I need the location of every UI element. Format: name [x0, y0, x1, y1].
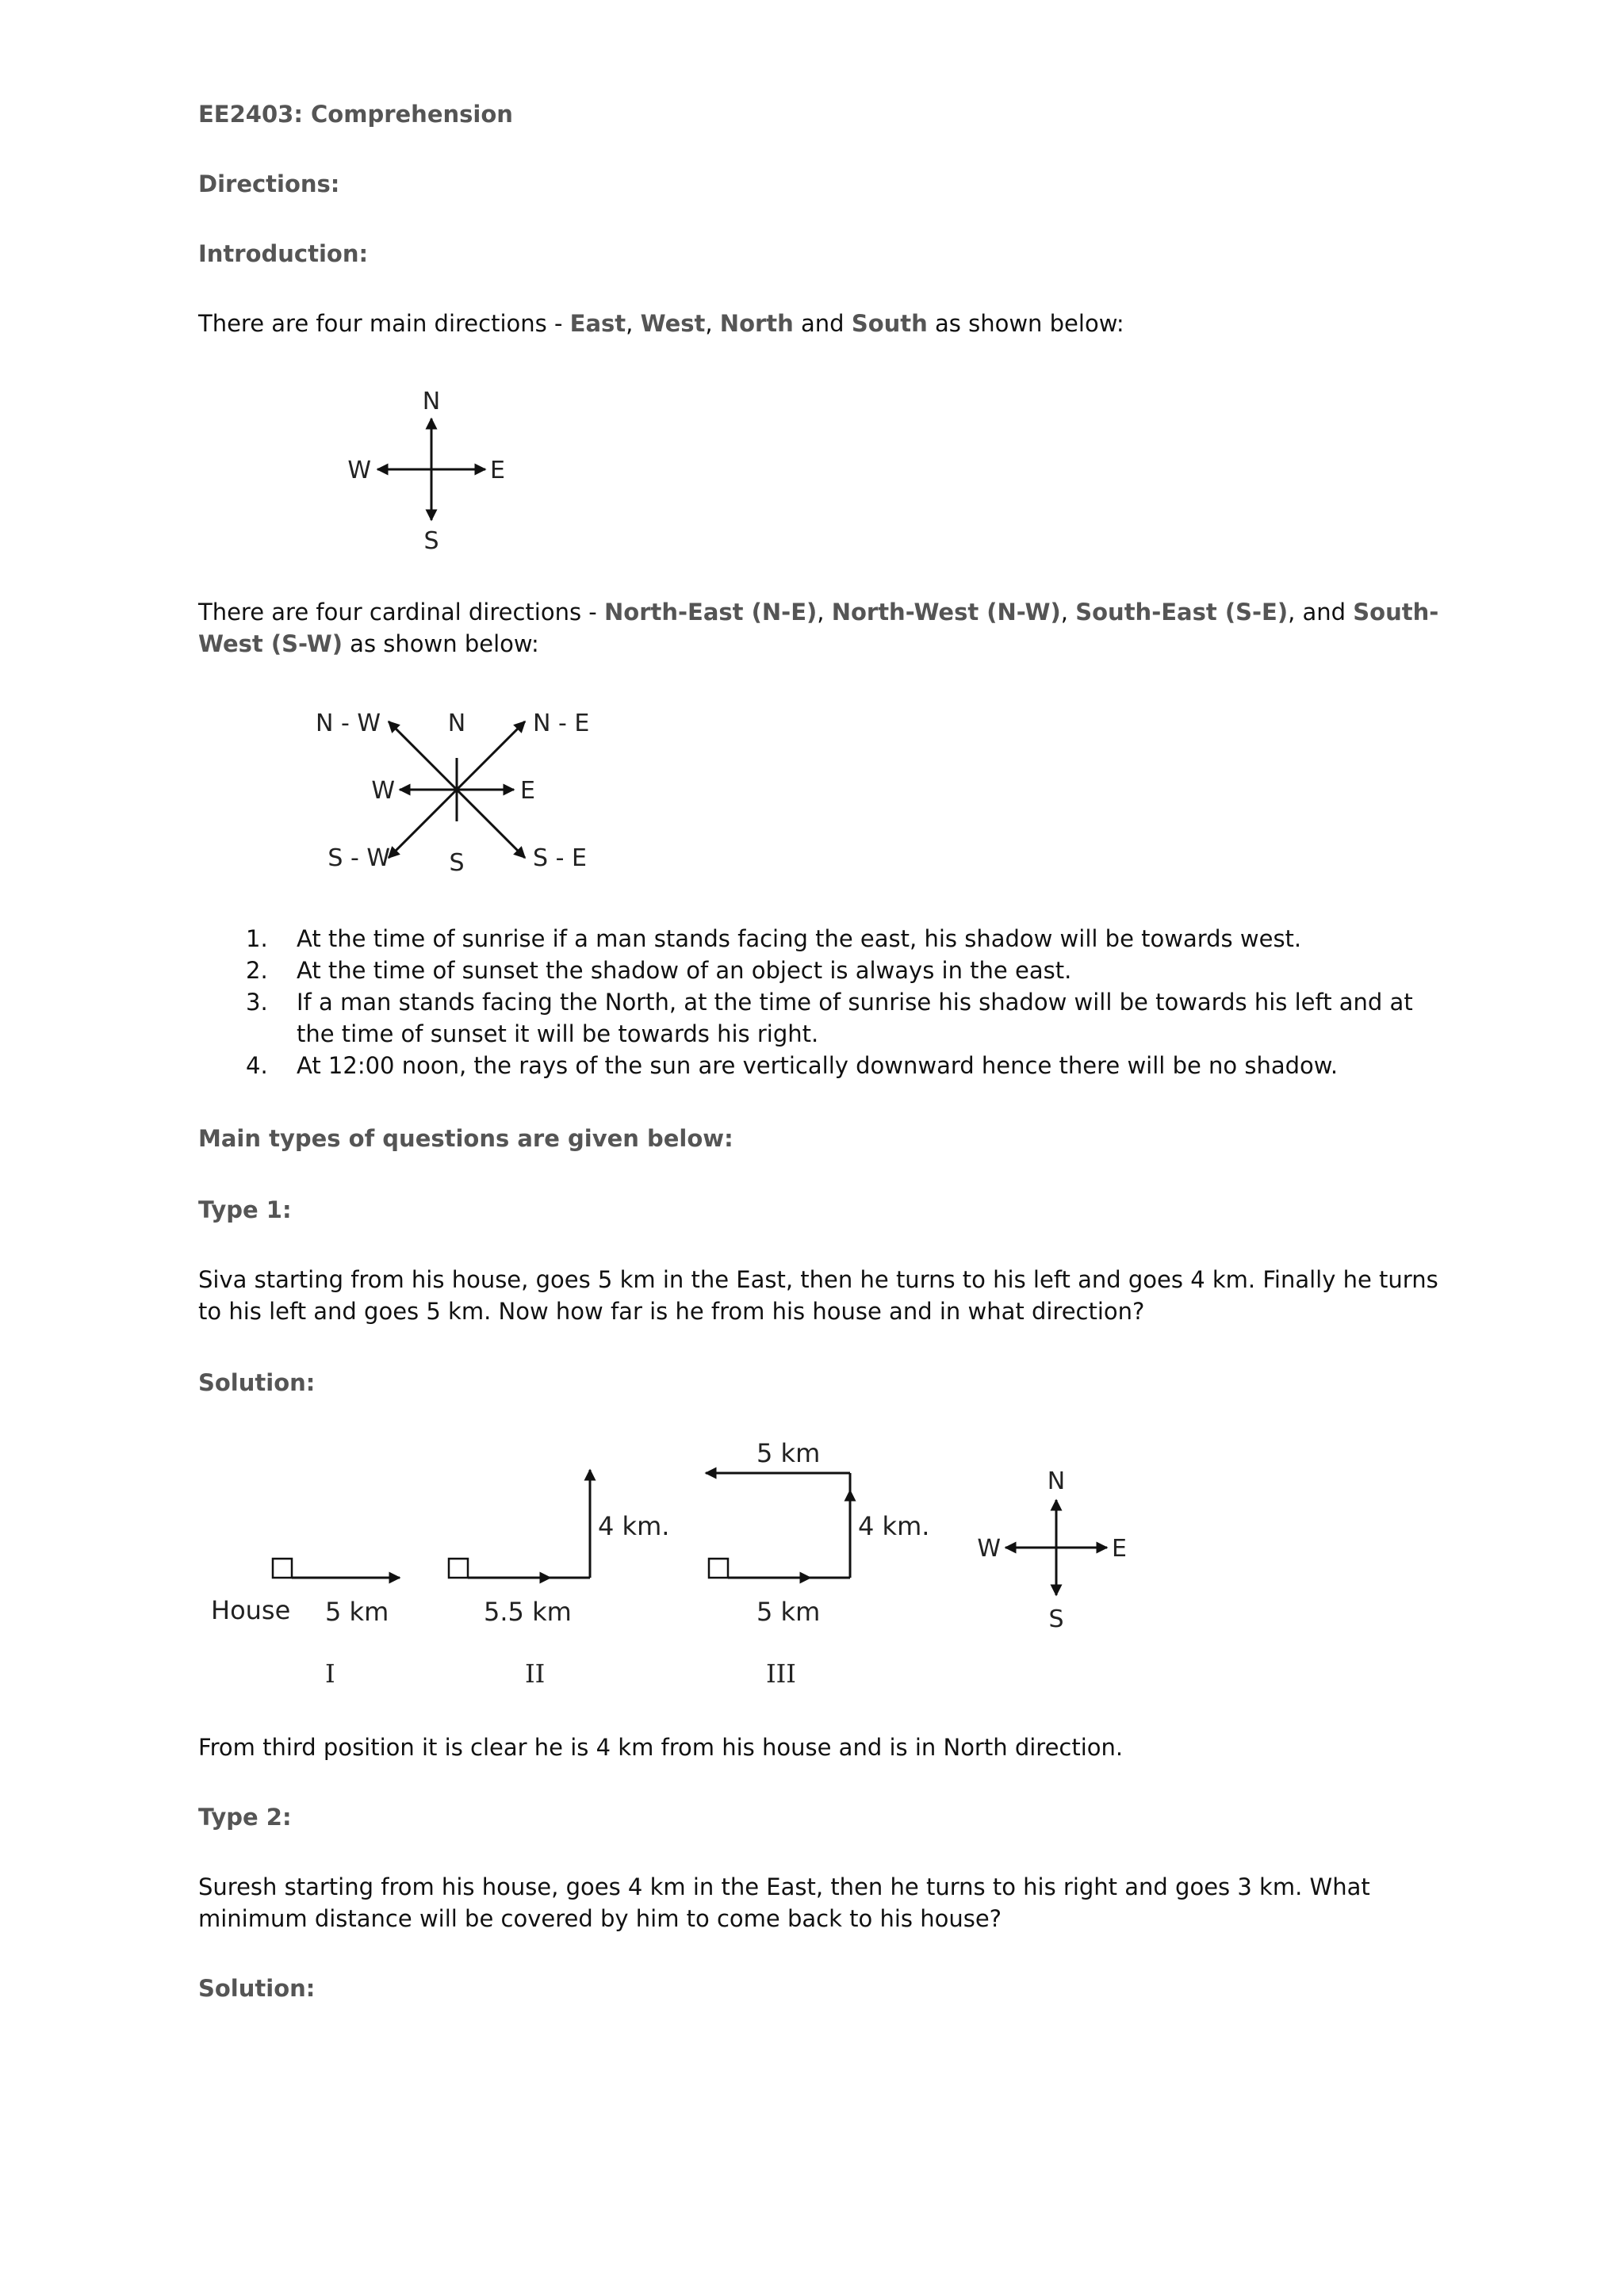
introduction-heading: Introduction:: [198, 240, 369, 267]
compass2-se-label: S - E: [533, 844, 587, 872]
fig-compass-n-label: N: [1047, 1468, 1066, 1495]
fig-compass-w-label: W: [977, 1535, 1001, 1563]
directions-heading: Directions:: [198, 170, 340, 197]
fig-i-distance: 5 km: [325, 1597, 389, 1627]
fig-ii-north-distance: 4 km.: [598, 1511, 670, 1541]
compass2-e-label: E: [520, 777, 535, 805]
main-types-heading: Main types of questions are given below:: [198, 1125, 733, 1152]
type1-conclusion: From third position it is clear he is 4 km from his house and is in North direction.: [198, 1734, 1124, 1761]
list-item: 4. At 12:00 noon, the rays of the sun are vertically downward hence there will be no shadow.: [246, 1052, 1339, 1079]
list-item: 1. At the time of sunrise if a man stands facing the east, his shadow will be towards west.: [246, 925, 1302, 952]
type2-heading: Type 2:: [198, 1804, 292, 1831]
type2-solution-heading: Solution:: [198, 1975, 316, 2002]
fig-iii-label: III: [766, 1659, 796, 1689]
compass-s-label: S: [423, 527, 439, 555]
doc-title: EE2403: Comprehension: [198, 101, 513, 128]
house-label: House: [211, 1595, 291, 1625]
house-icon: [273, 1559, 292, 1578]
fig-iii-north-distance: 4 km.: [858, 1511, 930, 1541]
fig-ii-label: II: [525, 1659, 546, 1689]
fig-compass-s-label: S: [1048, 1605, 1064, 1633]
fig-i-label: I: [325, 1659, 335, 1689]
fig-ii-distance: 5.5 km: [484, 1597, 572, 1627]
intro-paragraph-1: There are four main directions - East, West, North and South as shown below:: [198, 310, 1124, 337]
list-item: 3. If a man stands facing the North, at the time of sunrise his shadow will be towards his left and at the time of sunset it will be towards his right.: [246, 989, 1413, 1047]
type1-solution-heading: Solution:: [198, 1369, 316, 1396]
type1-solution-figure: [198, 1427, 1189, 1697]
compass2-nw-label: N - W: [315, 710, 381, 737]
compass2-s-label: S: [449, 849, 465, 877]
compass-w-label: W: [347, 457, 371, 484]
fig-iii-top-distance: 5 km: [756, 1438, 821, 1468]
type1-question: Siva starting from his house, goes 5 km in the East, then he turns to his left and goes 4 km. Finally he turns to his left and goes 5 km. Now how far is he from his house and in what direction?: [198, 1266, 1438, 1325]
shadow-rules-list: [198, 923, 1451, 1081]
compass-diagram-cardinal: [301, 698, 619, 880]
intro-paragraph-2: There are four cardinal directions - North-East (N-E), North-West (N-W), South-East (S-E), and South-West (S-W) as shown below:: [198, 599, 1439, 657]
compass2-sw-label: S - W: [327, 844, 390, 872]
compass2-n-label: N: [447, 710, 466, 737]
house-icon: [449, 1559, 468, 1578]
compass-diagram-main: [341, 381, 523, 563]
compass-n-label: N: [422, 388, 441, 415]
house-icon: [709, 1559, 728, 1578]
compass2-ne-label: N - E: [533, 710, 590, 737]
compass-e-label: E: [490, 457, 505, 484]
type2-question: Suresh starting from his house, goes 4 km in the East, then he turns to his right and goes 3 km. What minimum distance will be covered by him to come back to his house?: [198, 1873, 1370, 1932]
type1-heading: Type 1:: [198, 1196, 292, 1223]
fig-compass-e-label: E: [1112, 1535, 1127, 1563]
fig-iii-bottom-distance: 5 km: [756, 1597, 821, 1627]
list-item: 2. At the time of sunset the shadow of an object is always in the east.: [246, 957, 1072, 984]
compass2-w-label: W: [371, 777, 395, 805]
